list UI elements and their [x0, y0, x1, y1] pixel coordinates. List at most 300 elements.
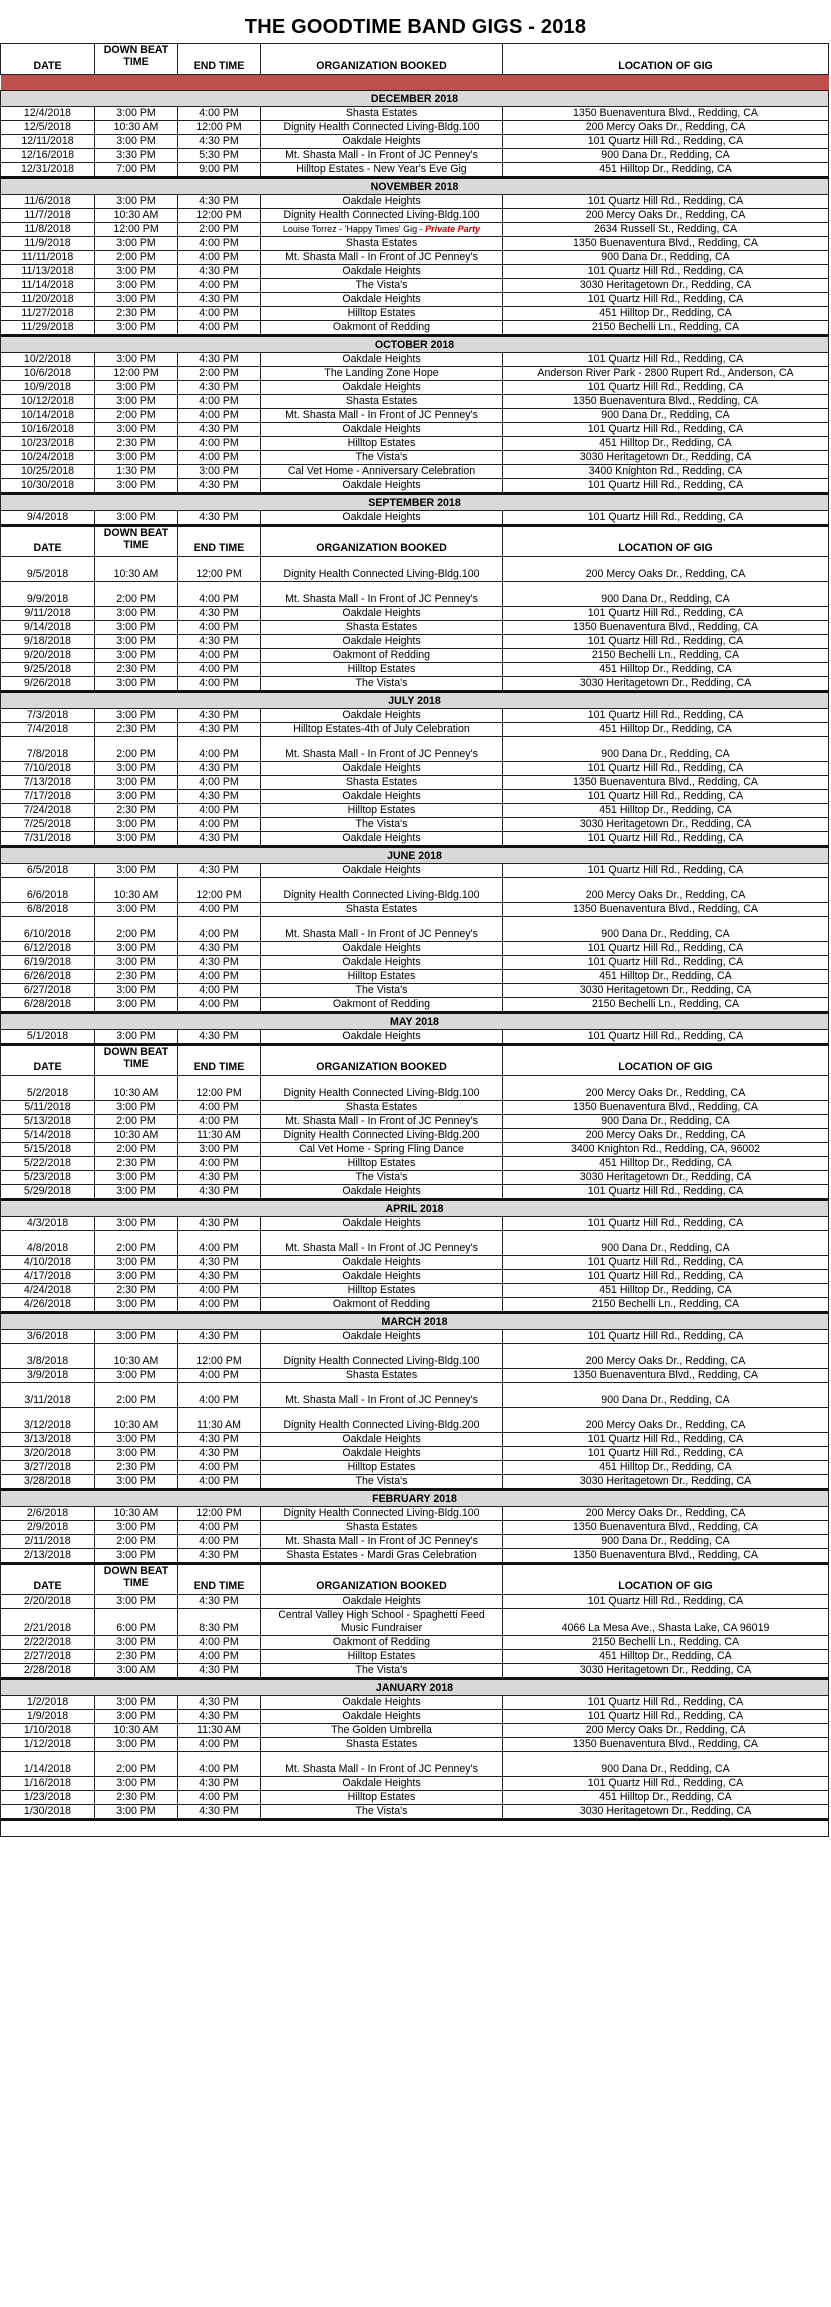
- gig-row: [1, 163, 829, 178]
- header-date: DATE: [1, 1564, 95, 1595]
- gig-end-time: 4:30 PM: [178, 195, 261, 209]
- table-footer-row: [1, 1820, 829, 1837]
- gig-organization: Mt. Shasta Mall - In Front of JC Penney's: [261, 251, 503, 265]
- gig-row: [1, 279, 829, 293]
- gig-date: 5/22/2018: [1, 1157, 95, 1171]
- gig-date: 3/8/2018: [1, 1344, 95, 1369]
- gig-row: [1, 776, 829, 790]
- gig-date: 11/9/2018: [1, 237, 95, 251]
- gig-downbeat-time: 2:00 PM: [95, 737, 178, 762]
- gig-organization: Dignity Health Connected Living-Bldg.100: [261, 878, 503, 903]
- gig-end-time: 4:30 PM: [178, 864, 261, 878]
- header-end-time: END TIME: [178, 44, 261, 75]
- gig-organization: Dignity Health Connected Living-Bldg.100: [261, 121, 503, 135]
- gig-date: 6/6/2018: [1, 878, 95, 903]
- gig-location: 101 Quartz Hill Rd., Redding, CA: [503, 381, 829, 395]
- gig-downbeat-time: 3:00 PM: [95, 649, 178, 663]
- gig-downbeat-time: 2:00 PM: [95, 1752, 178, 1777]
- gig-row: [1, 437, 829, 451]
- gig-location: Anderson River Park - 2800 Rupert Rd., Anderson, CA: [503, 367, 829, 381]
- gig-date: 1/9/2018: [1, 1710, 95, 1724]
- gig-organization: Shasta Estates: [261, 1738, 503, 1752]
- gig-downbeat-time: 2:00 PM: [95, 1535, 178, 1549]
- gig-end-time: 4:30 PM: [178, 762, 261, 776]
- gig-downbeat-time: 2:30 PM: [95, 1791, 178, 1805]
- gig-location: 1350 Buenaventura Blvd., Redding, CA: [503, 1549, 829, 1564]
- gig-date: 7/24/2018: [1, 804, 95, 818]
- month-label: OCTOBER 2018: [1, 336, 829, 353]
- month-header-row: [1, 91, 829, 107]
- gig-location: 101 Quartz Hill Rd., Redding, CA: [503, 1433, 829, 1447]
- gig-downbeat-time: 3:30 PM: [95, 149, 178, 163]
- gig-row: [1, 709, 829, 723]
- gig-location: 3030 Heritagetown Dr., Redding, CA: [503, 818, 829, 832]
- gig-organization: Oakdale Heights: [261, 1447, 503, 1461]
- gig-end-time: 4:00 PM: [178, 107, 261, 121]
- gig-downbeat-time: 3:00 PM: [95, 1738, 178, 1752]
- gig-downbeat-time: 3:00 PM: [95, 107, 178, 121]
- gig-location: 200 Mercy Oaks Dr., Redding, CA: [503, 1129, 829, 1143]
- gig-organization: Cal Vet Home - Anniversary Celebration: [261, 465, 503, 479]
- gig-location: 3030 Heritagetown Dr., Redding, CA: [503, 984, 829, 998]
- gig-row: [1, 1805, 829, 1820]
- header-downbeat: DOWN BEAT TIME: [95, 1564, 178, 1595]
- gig-downbeat-time: 3:00 PM: [95, 1447, 178, 1461]
- gig-end-time: 12:00 PM: [178, 1076, 261, 1101]
- gig-location: 3030 Heritagetown Dr., Redding, CA: [503, 1805, 829, 1820]
- column-header-row: [1, 1045, 829, 1076]
- gig-organization: Oakdale Heights: [261, 1777, 503, 1791]
- gig-date: 11/27/2018: [1, 307, 95, 321]
- gig-location: 4066 La Mesa Ave., Shasta Lake, CA 96019: [503, 1609, 829, 1636]
- gig-row: [1, 1738, 829, 1752]
- gig-location: 101 Quartz Hill Rd., Redding, CA: [503, 942, 829, 956]
- gig-organization: The Vista's: [261, 1171, 503, 1185]
- gig-end-time: 4:30 PM: [178, 1447, 261, 1461]
- gig-downbeat-time: 10:30 AM: [95, 209, 178, 223]
- gig-location: 3400 Knighton Rd., Redding, CA: [503, 465, 829, 479]
- gig-end-time: 4:00 PM: [178, 1475, 261, 1490]
- gig-row: [1, 1185, 829, 1200]
- gig-location: 3400 Knighton Rd., Redding, CA, 96002: [503, 1143, 829, 1157]
- gig-location: 101 Quartz Hill Rd., Redding, CA: [503, 1030, 829, 1045]
- gig-downbeat-time: 2:30 PM: [95, 1461, 178, 1475]
- header-organization: ORGANIZATION BOOKED: [261, 1564, 503, 1595]
- gig-row: [1, 1696, 829, 1710]
- gig-row: [1, 381, 829, 395]
- gig-organization: The Golden Umbrella: [261, 1724, 503, 1738]
- gig-date: 1/14/2018: [1, 1752, 95, 1777]
- gig-end-time: 4:30 PM: [178, 607, 261, 621]
- gig-organization: Oakdale Heights: [261, 956, 503, 970]
- gig-row: [1, 864, 829, 878]
- gig-row: [1, 1636, 829, 1650]
- gig-organization: The Vista's: [261, 451, 503, 465]
- gig-location: 200 Mercy Oaks Dr., Redding, CA: [503, 209, 829, 223]
- gig-end-time: 11:30 AM: [178, 1129, 261, 1143]
- gig-date: 2/13/2018: [1, 1549, 95, 1564]
- gig-downbeat-time: 2:00 PM: [95, 251, 178, 265]
- gig-end-time: 4:30 PM: [178, 353, 261, 367]
- gig-organization: Shasta Estates - Mardi Gras Celebration: [261, 1549, 503, 1564]
- gig-row: [1, 1710, 829, 1724]
- gig-end-time: 4:00 PM: [178, 917, 261, 942]
- gig-location: 3030 Heritagetown Dr., Redding, CA: [503, 677, 829, 692]
- gig-date: 2/28/2018: [1, 1664, 95, 1679]
- gig-end-time: 4:00 PM: [178, 395, 261, 409]
- gig-downbeat-time: 6:00 PM: [95, 1609, 178, 1636]
- gig-downbeat-time: 3:00 PM: [95, 1270, 178, 1284]
- gig-downbeat-time: 3:00 PM: [95, 135, 178, 149]
- gig-date: 3/27/2018: [1, 1461, 95, 1475]
- accent-band-cell: [1, 75, 829, 91]
- gig-location: 3030 Heritagetown Dr., Redding, CA: [503, 279, 829, 293]
- gig-end-time: 4:30 PM: [178, 1805, 261, 1820]
- gig-end-time: 4:00 PM: [178, 582, 261, 607]
- gig-location: 101 Quartz Hill Rd., Redding, CA: [503, 709, 829, 723]
- gig-downbeat-time: 10:30 AM: [95, 557, 178, 582]
- gig-downbeat-time: 3:00 PM: [95, 1521, 178, 1535]
- gig-row: [1, 423, 829, 437]
- month-label: DECEMBER 2018: [1, 91, 829, 107]
- gig-row: [1, 1650, 829, 1664]
- gig-row: [1, 1030, 829, 1045]
- header-location: LOCATION OF GIG: [503, 1045, 829, 1076]
- gig-row: [1, 1330, 829, 1344]
- gig-date: 3/13/2018: [1, 1433, 95, 1447]
- gig-end-time: 4:00 PM: [178, 621, 261, 635]
- gig-date: 12/5/2018: [1, 121, 95, 135]
- gig-row: [1, 970, 829, 984]
- gig-organization: The Landing Zone Hope: [261, 367, 503, 381]
- gig-row: [1, 1270, 829, 1284]
- gig-row: [1, 1447, 829, 1461]
- gig-organization: Cal Vet Home - Spring Fling Dance: [261, 1143, 503, 1157]
- gig-end-time: 11:30 AM: [178, 1408, 261, 1433]
- gig-location: 101 Quartz Hill Rd., Redding, CA: [503, 353, 829, 367]
- gig-organization: Oakdale Heights: [261, 265, 503, 279]
- gig-end-time: 5:30 PM: [178, 149, 261, 163]
- gig-organization: Oakdale Heights: [261, 1217, 503, 1231]
- month-header-row: [1, 847, 829, 864]
- gig-date: 6/10/2018: [1, 917, 95, 942]
- gig-end-time: 4:00 PM: [178, 321, 261, 336]
- gig-organization: Hilltop Estates: [261, 1157, 503, 1171]
- gig-location: 900 Dana Dr., Redding, CA: [503, 1752, 829, 1777]
- gig-date: 3/6/2018: [1, 1330, 95, 1344]
- gig-location: 900 Dana Dr., Redding, CA: [503, 149, 829, 163]
- gig-row: [1, 1664, 829, 1679]
- gig-downbeat-time: 2:30 PM: [95, 1650, 178, 1664]
- gig-downbeat-time: 2:00 PM: [95, 409, 178, 423]
- gig-date: 6/19/2018: [1, 956, 95, 970]
- gig-location: 2150 Bechelli Ln., Redding, CA: [503, 321, 829, 336]
- month-header-row: [1, 1200, 829, 1217]
- gig-organization: Hilltop Estates: [261, 804, 503, 818]
- gig-location: 101 Quartz Hill Rd., Redding, CA: [503, 511, 829, 526]
- gig-row: [1, 1461, 829, 1475]
- gig-location: 900 Dana Dr., Redding, CA: [503, 582, 829, 607]
- gig-date: 10/6/2018: [1, 367, 95, 381]
- gig-end-time: 4:00 PM: [178, 451, 261, 465]
- gig-row: [1, 1076, 829, 1101]
- gig-location: 200 Mercy Oaks Dr., Redding, CA: [503, 1507, 829, 1521]
- gig-organization: Oakdale Heights: [261, 1185, 503, 1200]
- gig-organization: Oakdale Heights: [261, 607, 503, 621]
- gig-date: 1/30/2018: [1, 1805, 95, 1820]
- gig-date: 6/27/2018: [1, 984, 95, 998]
- gig-organization: Hilltop Estates: [261, 1650, 503, 1664]
- gig-date: 5/23/2018: [1, 1171, 95, 1185]
- gig-date: 4/17/2018: [1, 1270, 95, 1284]
- gig-date: 9/5/2018: [1, 557, 95, 582]
- gig-organization: Oakdale Heights: [261, 1256, 503, 1270]
- gig-row: [1, 1791, 829, 1805]
- gig-end-time: 4:30 PM: [178, 723, 261, 737]
- gig-location: 451 Hilltop Dr., Redding, CA: [503, 1284, 829, 1298]
- gig-row: [1, 1777, 829, 1791]
- gig-location: 900 Dana Dr., Redding, CA: [503, 917, 829, 942]
- month-label: JUNE 2018: [1, 847, 829, 864]
- gig-downbeat-time: 3:00 PM: [95, 237, 178, 251]
- gig-date: 10/24/2018: [1, 451, 95, 465]
- gig-location: 200 Mercy Oaks Dr., Redding, CA: [503, 1408, 829, 1433]
- gig-row: [1, 1609, 829, 1636]
- gig-organization: Dignity Health Connected Living-Bldg.200: [261, 1129, 503, 1143]
- gig-location: 451 Hilltop Dr., Redding, CA: [503, 970, 829, 984]
- gig-location: 3030 Heritagetown Dr., Redding, CA: [503, 1171, 829, 1185]
- gig-organization: Oakdale Heights: [261, 790, 503, 804]
- gig-location: 2150 Bechelli Ln., Redding, CA: [503, 1636, 829, 1650]
- gig-downbeat-time: 3:00 PM: [95, 479, 178, 494]
- gig-location: 2150 Bechelli Ln., Redding, CA: [503, 1298, 829, 1313]
- gig-date: 10/14/2018: [1, 409, 95, 423]
- header-end-time: END TIME: [178, 1564, 261, 1595]
- gig-date: 7/8/2018: [1, 737, 95, 762]
- gig-row: [1, 451, 829, 465]
- gig-location: 451 Hilltop Dr., Redding, CA: [503, 307, 829, 321]
- gig-end-time: 3:00 PM: [178, 1143, 261, 1157]
- gig-organization: Oakdale Heights: [261, 293, 503, 307]
- gig-downbeat-time: 3:00 PM: [95, 1217, 178, 1231]
- gig-end-time: 4:00 PM: [178, 1636, 261, 1650]
- gig-date: 7/25/2018: [1, 818, 95, 832]
- gig-organization: Mt. Shasta Mall - In Front of JC Penney's: [261, 582, 503, 607]
- gig-end-time: 4:30 PM: [178, 1777, 261, 1791]
- gig-downbeat-time: 3:00 PM: [95, 279, 178, 293]
- gig-location: 900 Dana Dr., Redding, CA: [503, 409, 829, 423]
- gig-row: [1, 237, 829, 251]
- gig-location: 200 Mercy Oaks Dr., Redding, CA: [503, 878, 829, 903]
- gig-location: 101 Quartz Hill Rd., Redding, CA: [503, 956, 829, 970]
- gig-date: 6/5/2018: [1, 864, 95, 878]
- gig-location: 101 Quartz Hill Rd., Redding, CA: [503, 423, 829, 437]
- header-date: DATE: [1, 1045, 95, 1076]
- gig-location: 1350 Buenaventura Blvd., Redding, CA: [503, 1521, 829, 1535]
- gig-location: 900 Dana Dr., Redding, CA: [503, 1535, 829, 1549]
- gig-downbeat-time: 3:00 PM: [95, 195, 178, 209]
- gig-end-time: 2:00 PM: [178, 367, 261, 381]
- gig-downbeat-time: 10:30 AM: [95, 1129, 178, 1143]
- gig-date: 9/9/2018: [1, 582, 95, 607]
- gig-end-time: 4:30 PM: [178, 1710, 261, 1724]
- gig-date: 9/20/2018: [1, 649, 95, 663]
- gig-organization: Dignity Health Connected Living-Bldg.100: [261, 1076, 503, 1101]
- gig-organization: The Vista's: [261, 1805, 503, 1820]
- gig-organization: Oakmont of Redding: [261, 649, 503, 663]
- gig-organization: Mt. Shasta Mall - In Front of JC Penney's: [261, 1535, 503, 1549]
- month-header-row: [1, 336, 829, 353]
- gig-location: 101 Quartz Hill Rd., Redding, CA: [503, 1595, 829, 1609]
- gig-downbeat-time: 3:00 PM: [95, 511, 178, 526]
- gig-organization: Oakdale Heights: [261, 1330, 503, 1344]
- gig-organization: Shasta Estates: [261, 1101, 503, 1115]
- gig-end-time: 4:00 PM: [178, 1535, 261, 1549]
- gig-row: [1, 479, 829, 494]
- gig-organization: Oakmont of Redding: [261, 321, 503, 336]
- gig-location: 900 Dana Dr., Redding, CA: [503, 1231, 829, 1256]
- gig-downbeat-time: 3:00 PM: [95, 677, 178, 692]
- gig-location: 101 Quartz Hill Rd., Redding, CA: [503, 1217, 829, 1231]
- gig-location: 3030 Heritagetown Dr., Redding, CA: [503, 1475, 829, 1490]
- gig-organization: Oakdale Heights: [261, 135, 503, 149]
- gig-date: 5/14/2018: [1, 1129, 95, 1143]
- gig-downbeat-time: 3:00 PM: [95, 621, 178, 635]
- gig-date: 11/13/2018: [1, 265, 95, 279]
- gig-end-time: 4:30 PM: [178, 1330, 261, 1344]
- gig-downbeat-time: 3:00 PM: [95, 1330, 178, 1344]
- month-header-row: [1, 1679, 829, 1696]
- gig-organization: Oakdale Heights: [261, 1433, 503, 1447]
- gig-organization: Hilltop Estates: [261, 1461, 503, 1475]
- gig-downbeat-time: 10:30 AM: [95, 121, 178, 135]
- gig-organization: Hilltop Estates - New Year's Eve Gig: [261, 163, 503, 178]
- gig-downbeat-time: 3:00 PM: [95, 998, 178, 1013]
- gig-organization: Mt. Shasta Mall - In Front of JC Penney's: [261, 149, 503, 163]
- gig-downbeat-time: 2:30 PM: [95, 804, 178, 818]
- gig-organization: Mt. Shasta Mall - In Front of JC Penney's: [261, 1752, 503, 1777]
- gig-row: [1, 1383, 829, 1408]
- gig-downbeat-time: 7:00 PM: [95, 163, 178, 178]
- gig-date: 10/12/2018: [1, 395, 95, 409]
- gig-end-time: 4:00 PM: [178, 818, 261, 832]
- gig-organization: Oakmont of Redding: [261, 1636, 503, 1650]
- gig-location: 101 Quartz Hill Rd., Redding, CA: [503, 832, 829, 847]
- gig-downbeat-time: 3:00 PM: [95, 818, 178, 832]
- gig-organization: The Vista's: [261, 818, 503, 832]
- gig-downbeat-time: 2:00 PM: [95, 1383, 178, 1408]
- gig-end-time: 4:30 PM: [178, 1433, 261, 1447]
- gig-row: [1, 1475, 829, 1490]
- gig-row: [1, 1369, 829, 1383]
- gig-date: 10/23/2018: [1, 437, 95, 451]
- gig-downbeat-time: 3:00 PM: [95, 451, 178, 465]
- gig-row: [1, 1256, 829, 1270]
- gig-row: [1, 635, 829, 649]
- gig-date: 9/11/2018: [1, 607, 95, 621]
- gig-end-time: 4:00 PM: [178, 409, 261, 423]
- gig-downbeat-time: 3:00 PM: [95, 353, 178, 367]
- gig-organization: Oakmont of Redding: [261, 1298, 503, 1313]
- gig-row: [1, 353, 829, 367]
- gig-location: 2634 Russell St., Redding, CA: [503, 223, 829, 237]
- gig-date: 2/22/2018: [1, 1636, 95, 1650]
- gig-row: [1, 1595, 829, 1609]
- month-label: JANUARY 2018: [1, 1679, 829, 1696]
- month-header-row: [1, 494, 829, 511]
- gig-location: 3030 Heritagetown Dr., Redding, CA: [503, 451, 829, 465]
- gig-row: [1, 557, 829, 582]
- gig-end-time: 4:30 PM: [178, 1664, 261, 1679]
- gig-date: 6/8/2018: [1, 903, 95, 917]
- header-end-time: END TIME: [178, 526, 261, 557]
- gig-date: 10/9/2018: [1, 381, 95, 395]
- gig-row: [1, 1298, 829, 1313]
- gig-row: [1, 1521, 829, 1535]
- gig-end-time: 12:00 PM: [178, 1344, 261, 1369]
- gig-downbeat-time: 2:30 PM: [95, 1284, 178, 1298]
- gig-downbeat-time: 3:00 AM: [95, 1664, 178, 1679]
- gig-date: 11/11/2018: [1, 251, 95, 265]
- header-downbeat: DOWN BEAT TIME: [95, 44, 178, 75]
- gig-date: 5/15/2018: [1, 1143, 95, 1157]
- gig-row: [1, 1535, 829, 1549]
- gig-row: [1, 195, 829, 209]
- header-organization: ORGANIZATION BOOKED: [261, 1045, 503, 1076]
- gig-location: 1350 Buenaventura Blvd., Redding, CA: [503, 1369, 829, 1383]
- gig-date: 4/10/2018: [1, 1256, 95, 1270]
- gig-downbeat-time: 2:30 PM: [95, 1157, 178, 1171]
- gig-end-time: 11:30 AM: [178, 1724, 261, 1738]
- gig-location: 101 Quartz Hill Rd., Redding, CA: [503, 1447, 829, 1461]
- header-date: DATE: [1, 526, 95, 557]
- gig-organization: Dignity Health Connected Living-Bldg.200: [261, 1408, 503, 1433]
- gig-end-time: 4:00 PM: [178, 737, 261, 762]
- gig-organization: Oakdale Heights: [261, 709, 503, 723]
- gig-location: 101 Quartz Hill Rd., Redding, CA: [503, 1256, 829, 1270]
- gig-row: [1, 465, 829, 479]
- gig-date: 10/30/2018: [1, 479, 95, 494]
- header-organization: ORGANIZATION BOOKED: [261, 44, 503, 75]
- gig-organization: Oakdale Heights: [261, 1030, 503, 1045]
- gig-row: [1, 1507, 829, 1521]
- gig-organization: Oakdale Heights: [261, 864, 503, 878]
- gig-date: 1/12/2018: [1, 1738, 95, 1752]
- gig-end-time: 4:00 PM: [178, 307, 261, 321]
- header-location: LOCATION OF GIG: [503, 1564, 829, 1595]
- gig-location: 1350 Buenaventura Blvd., Redding, CA: [503, 776, 829, 790]
- month-header-row: [1, 692, 829, 709]
- gig-location: 1350 Buenaventura Blvd., Redding, CA: [503, 395, 829, 409]
- gig-end-time: 4:00 PM: [178, 677, 261, 692]
- gig-date: 3/12/2018: [1, 1408, 95, 1433]
- gig-row: [1, 649, 829, 663]
- gig-date: 11/14/2018: [1, 279, 95, 293]
- gig-end-time: 4:00 PM: [178, 1791, 261, 1805]
- gig-row: [1, 1549, 829, 1564]
- gig-end-time: 4:30 PM: [178, 1256, 261, 1270]
- gig-row: [1, 832, 829, 847]
- gig-row: [1, 135, 829, 149]
- gig-location: 451 Hilltop Dr., Redding, CA: [503, 804, 829, 818]
- gig-organization: Shasta Estates: [261, 237, 503, 251]
- gig-end-time: 3:00 PM: [178, 465, 261, 479]
- gig-downbeat-time: 3:00 PM: [95, 395, 178, 409]
- gig-end-time: 9:00 PM: [178, 163, 261, 178]
- gig-organization: Hilltop Estates: [261, 437, 503, 451]
- header-location: LOCATION OF GIG: [503, 526, 829, 557]
- month-header-row: [1, 178, 829, 195]
